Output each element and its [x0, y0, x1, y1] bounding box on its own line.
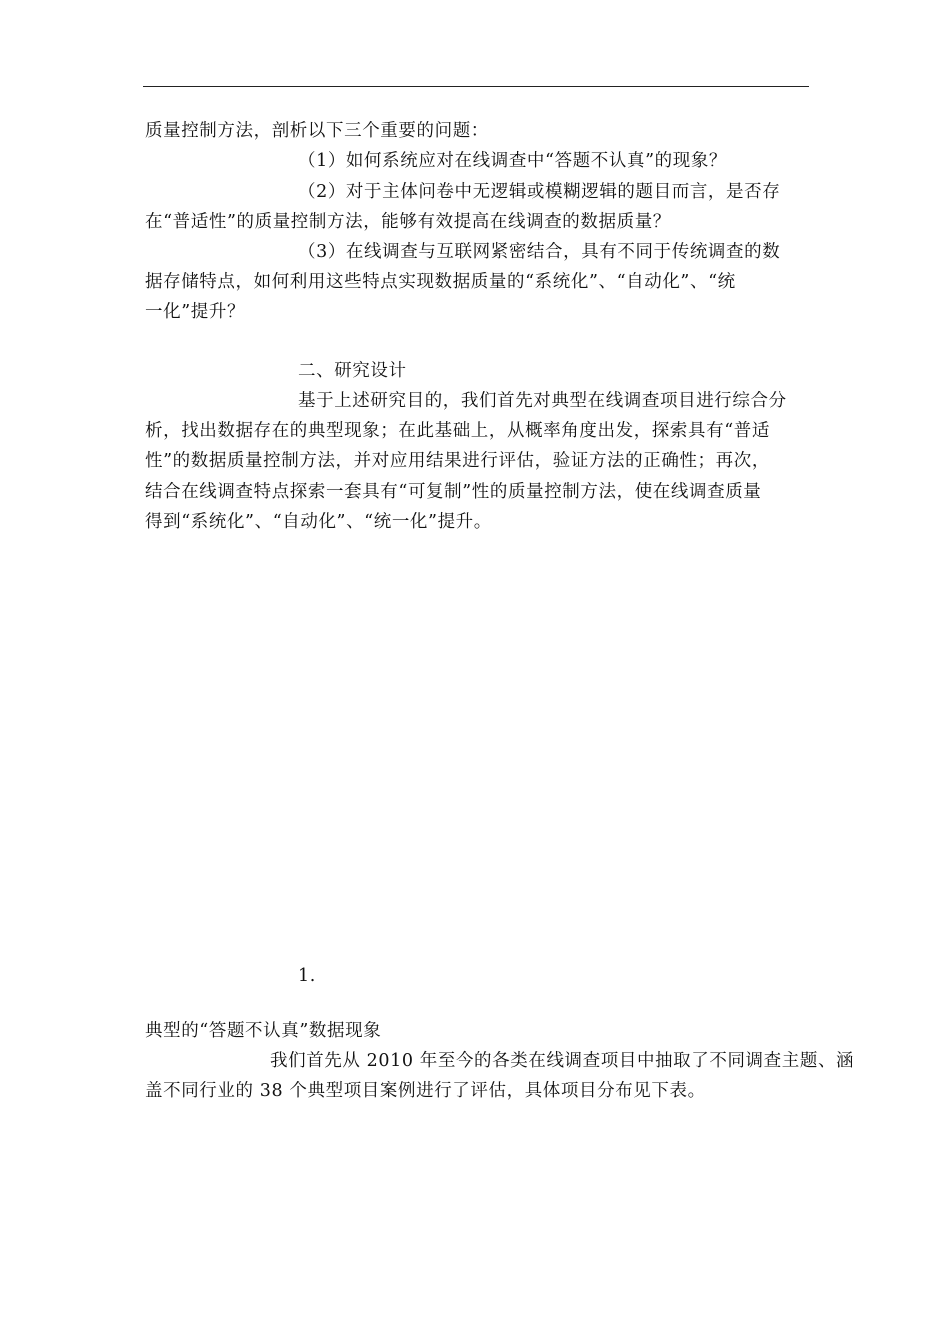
- text-line: 质量控制方法，剖析以下三个重要的问题：: [145, 121, 489, 141]
- text-line: 一化”提升？: [145, 302, 246, 322]
- text-line: 据存储特点，如何利用这些特点实现数据质量的“系统化”、“自动化”、“统: [145, 272, 736, 292]
- text-line: 得到“系统化”、“自动化”、“统一化”提升。: [145, 512, 492, 532]
- text-line: 盖不同行业的 38 个典型项目案例进行了评估，具体项目分布见下表。: [145, 1081, 706, 1101]
- text-line: 性”的数据质量控制方法，并对应用结果进行评估，验证方法的正确性；再次，: [145, 451, 770, 471]
- text-line: 析，找出数据存在的典型现象；在此基础上，从概率角度出发，探索具有“普适: [145, 421, 770, 441]
- header-rule: [143, 86, 809, 87]
- question-2: （2）对于主体问卷中无逻辑或模糊逻辑的题目而言，是否存: [298, 182, 781, 202]
- subsection-number: 1.: [298, 966, 316, 986]
- question-1: （1）如何系统应对在线调查中“答题不认真”的现象？: [298, 151, 728, 171]
- section-heading: 二、研究设计: [298, 361, 407, 381]
- text-line: 在“普适性”的质量控制方法，能够有效提高在线调查的数据质量？: [145, 212, 671, 232]
- question-3: （3）在线调查与互联网紧密结合，具有不同于传统调查的数: [298, 242, 781, 262]
- subsection-title: 典型的“答题不认真”数据现象: [145, 1021, 382, 1041]
- text-line: 基于上述研究目的，我们首先对典型在线调查项目进行综合分: [298, 391, 787, 411]
- text-line: 结合在线调查特点探索一套具有“可复制”性的质量控制方法，使在线调查质量: [145, 482, 762, 502]
- text-line: 我们首先从 2010 年至今的各类在线调查项目中抽取了不同调查主题、涵: [270, 1051, 855, 1071]
